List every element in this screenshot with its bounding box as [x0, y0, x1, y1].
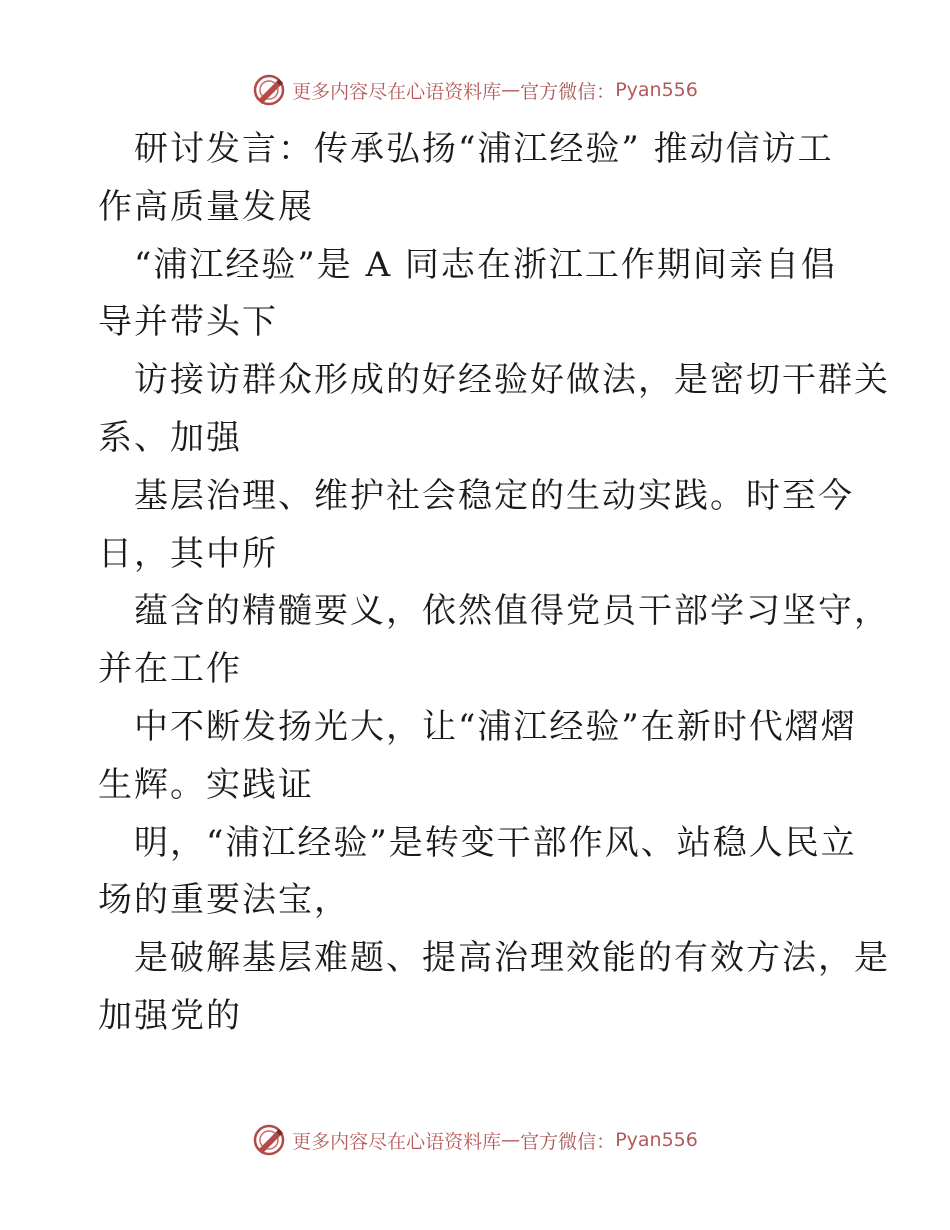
paragraph-line: “浦江经验”是 A 同志在浙江工作期间亲自倡	[134, 244, 837, 285]
watermark-wechat-id: Pyan556	[615, 1129, 698, 1151]
pen-logo-icon	[252, 73, 286, 107]
pen-logo-icon	[252, 1123, 286, 1157]
paragraph-line: 系、加强	[98, 417, 242, 458]
paragraph-line: 导并带头下	[98, 302, 278, 343]
paragraph-line: 并在工作	[98, 649, 242, 690]
paragraph-line: 明，“浦江经验”是转变干部作风、站稳人民立	[134, 822, 857, 863]
paragraph-line: 日，其中所	[98, 533, 278, 574]
paragraph-line: 场的重要法宝，	[98, 880, 350, 921]
paragraph-line: 基层治理、维护社会稳定的生动实践。时至今	[134, 475, 854, 516]
watermark-wechat-label: 官方微信：	[520, 80, 616, 103]
document-title-line-2: 作高质量发展	[98, 186, 314, 227]
watermark-wechat-id: Pyan556	[615, 79, 698, 101]
header-watermark-banner	[0, 70, 950, 110]
watermark-main-text: 更多内容尽在心语资料库	[292, 80, 502, 103]
paragraph-line: 蕴含的精髓要义，依然值得党员干部学习坚守，	[134, 591, 890, 632]
document-body	[98, 121, 890, 1046]
paragraph-line: 访接访群众形成的好经验好做法，是密切干群关	[134, 360, 890, 401]
paragraph-line: 中不断发扬光大，让“浦江经验”在新时代熠熠	[134, 706, 857, 747]
watermark-dash: —	[501, 79, 521, 101]
watermark-main-text: 更多内容尽在心语资料库	[292, 1130, 502, 1153]
watermark-wechat-label: 官方微信：	[520, 1130, 616, 1153]
paragraph-line: 是破解基层难题、提高治理效能的有效方法，是	[134, 938, 890, 979]
footer-watermark-banner	[0, 1120, 950, 1160]
paragraph-line: 加强党的	[98, 995, 242, 1036]
watermark-dash: —	[501, 1129, 521, 1151]
paragraph-line: 生辉。实践证	[98, 764, 314, 805]
document-title-line-1: 研讨发言：传承弘扬“浦江经验” 推动信访工	[134, 129, 834, 169]
